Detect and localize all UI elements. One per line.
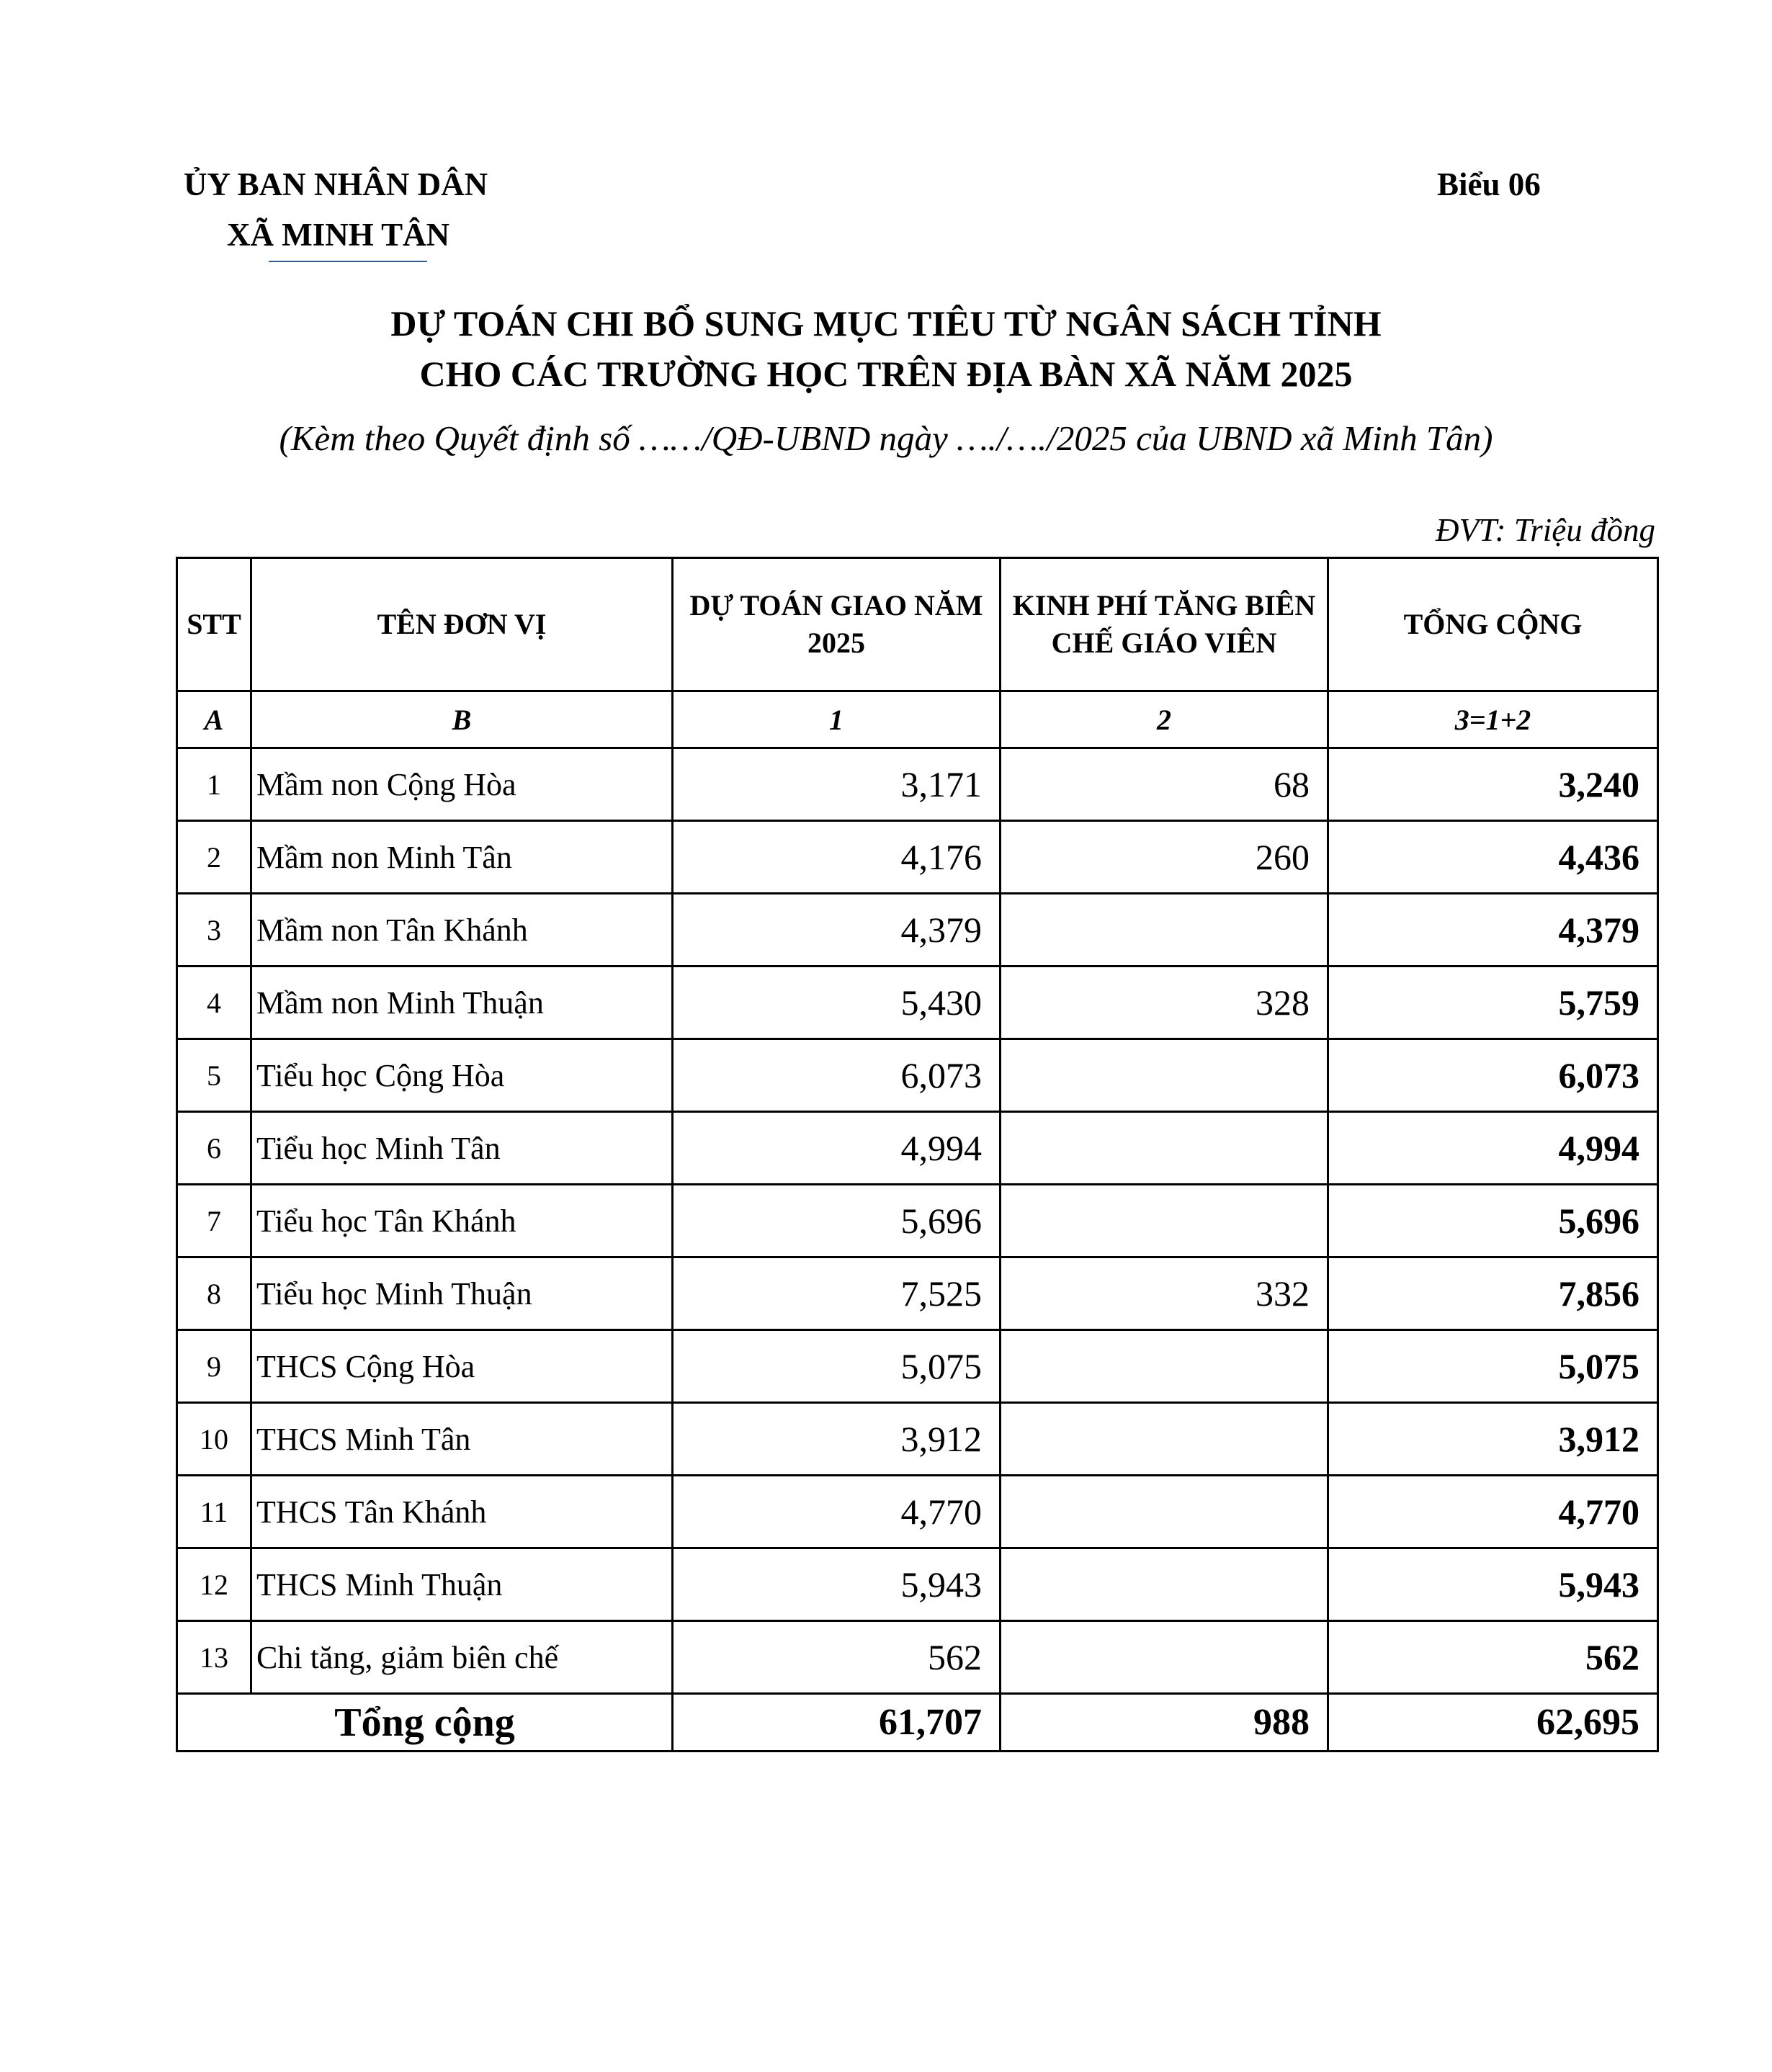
document-title-line1: DỰ TOÁN CHI BỔ SUNG MỤC TIÊU TỪ NGÂN SÁCH TỈNH (390, 303, 1382, 344)
row-staffing-funds (1001, 1185, 1328, 1257)
row-unit-name: THCS Minh Thuận (251, 1548, 673, 1621)
table-row (177, 1112, 1658, 1185)
row-staffing-funds (1001, 1476, 1328, 1548)
row-unit-name: THCS Cộng Hòa (251, 1330, 673, 1403)
row-budget-2025: 4,994 (673, 1112, 1001, 1185)
table-body (177, 748, 1658, 1694)
row-staffing-funds: 328 (1001, 967, 1328, 1039)
row-budget-2025: 4,379 (673, 894, 1001, 967)
org-name: ỦY BAN NHÂN DÂN (184, 166, 488, 202)
row-total: 3,240 (1328, 748, 1658, 821)
column-code: B (251, 691, 673, 748)
table-row (177, 1621, 1658, 1694)
row-unit-name: Tiểu học Minh Thuận (251, 1257, 673, 1330)
row-unit-name: Tiểu học Tân Khánh (251, 1185, 673, 1257)
row-total: 562 (1328, 1621, 1658, 1694)
row-total: 4,436 (1328, 821, 1658, 894)
row-staffing-funds (1001, 1112, 1328, 1185)
table-header-row (177, 558, 1658, 691)
row-stt: 5 (177, 1039, 251, 1112)
total-row (177, 1694, 1658, 1752)
table-row (177, 1257, 1658, 1330)
row-stt: 13 (177, 1621, 251, 1694)
row-budget-2025: 7,525 (673, 1257, 1001, 1330)
row-staffing-funds (1001, 1548, 1328, 1621)
document-title-line2: CHO CÁC TRƯỜNG HỌC TRÊN ĐỊA BÀN XÃ NĂM 2025 (419, 354, 1353, 394)
row-stt: 7 (177, 1185, 251, 1257)
header-underline (269, 261, 427, 262)
grand-total: 62,695 (1328, 1694, 1658, 1752)
row-budget-2025: 3,912 (673, 1403, 1001, 1476)
row-total: 6,073 (1328, 1039, 1658, 1112)
table-row (177, 748, 1658, 821)
row-budget-2025: 562 (673, 1621, 1001, 1694)
row-total: 5,943 (1328, 1548, 1658, 1621)
row-unit-name: THCS Tân Khánh (251, 1476, 673, 1548)
table-row (177, 894, 1658, 967)
row-stt: 6 (177, 1112, 251, 1185)
column-code: 2 (1001, 691, 1328, 748)
row-stt: 3 (177, 894, 251, 967)
row-total: 4,994 (1328, 1112, 1658, 1185)
table-row (177, 1185, 1658, 1257)
column-header-teacher-staffing-funds: KINH PHÍ TĂNG BIÊN CHẾ GIÁO VIÊN (1001, 558, 1328, 691)
column-code-row (177, 691, 1658, 748)
commune-name: XÃ MINH TÂN (227, 217, 450, 253)
unit-label: ĐVT: Triệu đồng (1435, 512, 1655, 548)
column-code: 3=1+2 (1328, 691, 1658, 748)
total-budget: 61,707 (673, 1694, 1001, 1752)
document-subtitle: (Kèm theo Quyết định số ……/QĐ-UBND ngày …./…./2025 của UBND xã Minh Tân) (279, 418, 1493, 458)
row-unit-name: Mầm non Cộng Hòa (251, 748, 673, 821)
table-row (177, 967, 1658, 1039)
table-row (177, 1548, 1658, 1621)
column-code: 1 (673, 691, 1001, 748)
row-staffing-funds (1001, 1621, 1328, 1694)
row-budget-2025: 4,176 (673, 821, 1001, 894)
row-total: 3,912 (1328, 1403, 1658, 1476)
row-stt: 10 (177, 1403, 251, 1476)
row-total: 5,696 (1328, 1185, 1658, 1257)
row-stt: 11 (177, 1476, 251, 1548)
form-number: Biểu 06 (1437, 166, 1541, 202)
column-header-stt: STT (177, 558, 251, 691)
row-stt: 12 (177, 1548, 251, 1621)
row-stt: 9 (177, 1330, 251, 1403)
row-unit-name: Mầm non Tân Khánh (251, 894, 673, 967)
row-staffing-funds (1001, 1403, 1328, 1476)
row-budget-2025: 6,073 (673, 1039, 1001, 1112)
column-header-budget-2025: DỰ TOÁN GIAO NĂM 2025 (673, 558, 1001, 691)
row-stt: 2 (177, 821, 251, 894)
row-unit-name: Tiểu học Cộng Hòa (251, 1039, 673, 1112)
row-total: 4,379 (1328, 894, 1658, 967)
table-row (177, 821, 1658, 894)
row-staffing-funds (1001, 1330, 1328, 1403)
row-budget-2025: 4,770 (673, 1476, 1001, 1548)
table-row (177, 1330, 1658, 1403)
row-budget-2025: 5,943 (673, 1548, 1001, 1621)
row-budget-2025: 5,430 (673, 967, 1001, 1039)
table-row (177, 1039, 1658, 1112)
row-staffing-funds: 260 (1001, 821, 1328, 894)
row-total: 5,075 (1328, 1330, 1658, 1403)
row-staffing-funds (1001, 1039, 1328, 1112)
budget-table (176, 557, 1659, 1752)
row-unit-name: Mầm non Minh Thuận (251, 967, 673, 1039)
table-row (177, 1403, 1658, 1476)
row-staffing-funds (1001, 894, 1328, 967)
row-unit-name: THCS Minh Tân (251, 1403, 673, 1476)
row-stt: 4 (177, 967, 251, 1039)
column-header-unit-name: TÊN ĐƠN VỊ (251, 558, 673, 691)
column-header-total: TỔNG CỘNG (1328, 558, 1658, 691)
row-budget-2025: 5,075 (673, 1330, 1001, 1403)
row-staffing-funds: 68 (1001, 748, 1328, 821)
row-total: 5,759 (1328, 967, 1658, 1039)
row-total: 7,856 (1328, 1257, 1658, 1330)
row-budget-2025: 3,171 (673, 748, 1001, 821)
row-budget-2025: 5,696 (673, 1185, 1001, 1257)
row-staffing-funds: 332 (1001, 1257, 1328, 1330)
row-unit-name: Mầm non Minh Tân (251, 821, 673, 894)
row-unit-name: Tiểu học Minh Tân (251, 1112, 673, 1185)
total-label: Tổng cộng (177, 1694, 673, 1752)
row-unit-name: Chi tăng, giảm biên chế (251, 1621, 673, 1694)
total-extra: 988 (1001, 1694, 1328, 1752)
row-stt: 8 (177, 1257, 251, 1330)
row-stt: 1 (177, 748, 251, 821)
column-code: A (177, 691, 251, 748)
table-row (177, 1476, 1658, 1548)
row-total: 4,770 (1328, 1476, 1658, 1548)
